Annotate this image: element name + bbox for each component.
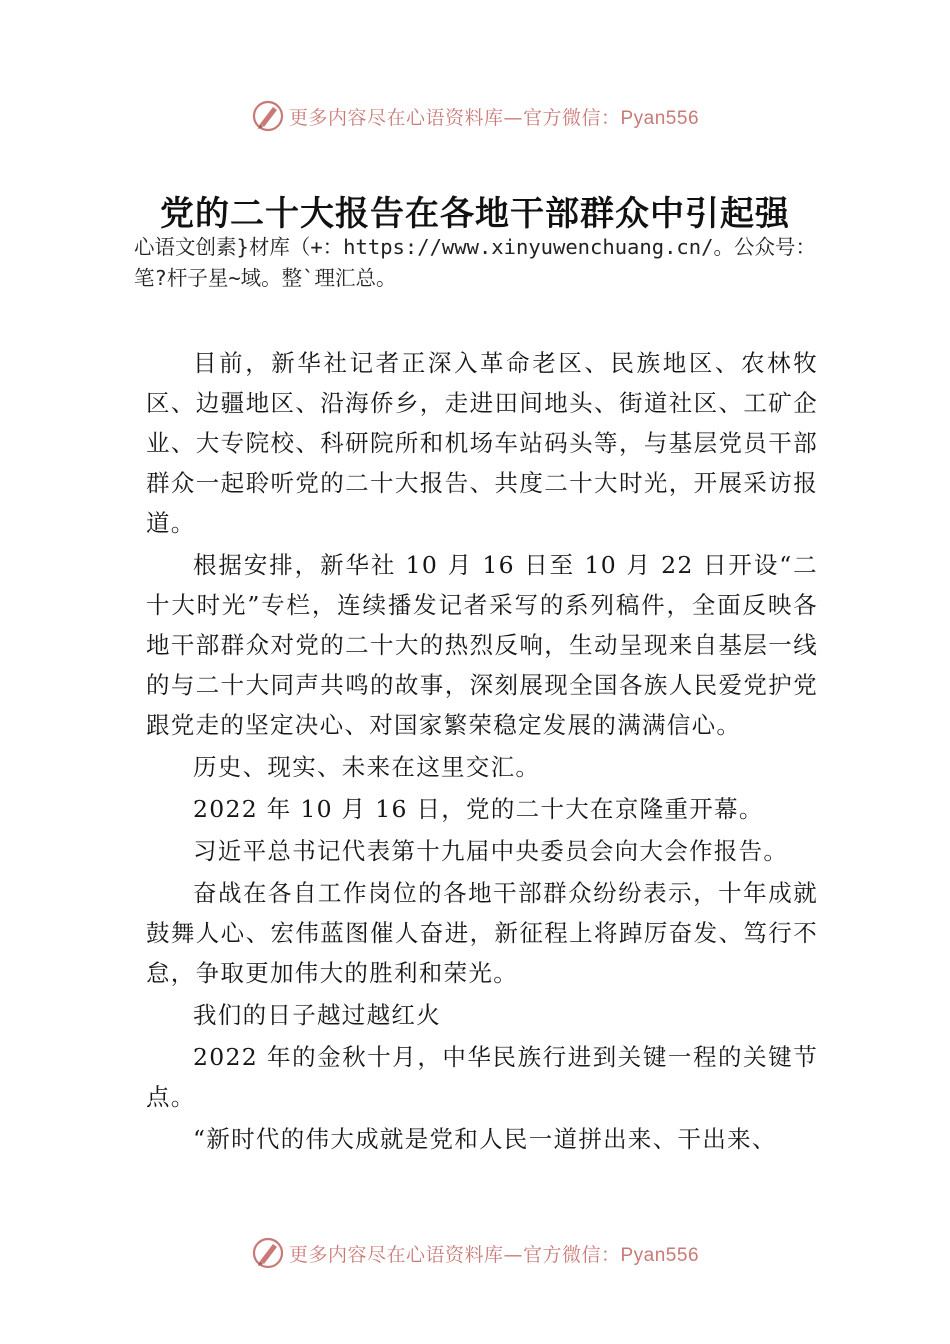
header-banner (0, 96, 950, 136)
header-wechat-id: Pyan556 (620, 107, 700, 129)
source-note: 心语文创素}材库（+：https://www.xinyuwenchuang.cn/。公众号：笔?杆子星~域。整`理汇总。 (134, 235, 816, 290)
footer-banner (0, 1233, 950, 1273)
paragraph: “新时代的伟大成就是党和人民一道拼出来、干出来、 (193, 1125, 777, 1153)
paragraph: 习近平总书记代表第十九届中央委员会向大会作报告。 (193, 837, 789, 865)
section-heading: 我们的日子越过越红火 (193, 1001, 441, 1029)
footer-wechat-id: Pyan556 (620, 1244, 700, 1266)
paragraph: 2022 年的金秋十月，中华民族行进到关键一程的关键节点。 (146, 1043, 818, 1111)
pen-logo-icon (251, 1236, 285, 1270)
pen-logo-icon (251, 99, 285, 133)
paragraph: 奋战在各自工作岗位的各地干部群众纷纷表示，十年成就鼓舞人心、宏伟蓝图催人奋进，新征程上将踔厉奋发、笃行不怠，争取更加伟大的胜利和荣光。 (146, 879, 818, 987)
document-title: 党的二十大报告在各地干部群众中引起强 (160, 194, 790, 234)
paragraph: 目前，新华社记者正深入革命老区、民族地区、农林牧区、边疆地区、沿海侨乡，走进田间地头、街道社区、工矿企业、大专院校、科研院所和机场车站码头等，与基层党员干部群众一起聆听党的二十大报告、共度二十大时光，开展采访报道。 (146, 349, 818, 537)
paragraph: 根据安排，新华社 10 月 16 日至 10 月 22 日开设“二十大时光”专栏，连续播发记者采写的系列稿件，全面反映各地干部群众对党的二十大的热烈反响，生动呈现来自基层一线的与二十大同声共鸣的故事，深刻展现全国各族人民爱党护党跟党走的坚定决心、对国家繁荣稳定发展的满满信心。 (146, 551, 818, 739)
paragraph: 2022 年 10 月 16 日，党的二十大在京隆重开幕。 (193, 795, 764, 823)
footer-text: 更多内容尽在心语资料库—官方微信：Pyan556 (288, 1243, 700, 1266)
header-text: 更多内容尽在心语资料库—官方微信：Pyan556 (288, 106, 700, 129)
body-text (146, 343, 818, 1161)
paragraph: 历史、现实、未来在这里交汇。 (193, 753, 541, 781)
